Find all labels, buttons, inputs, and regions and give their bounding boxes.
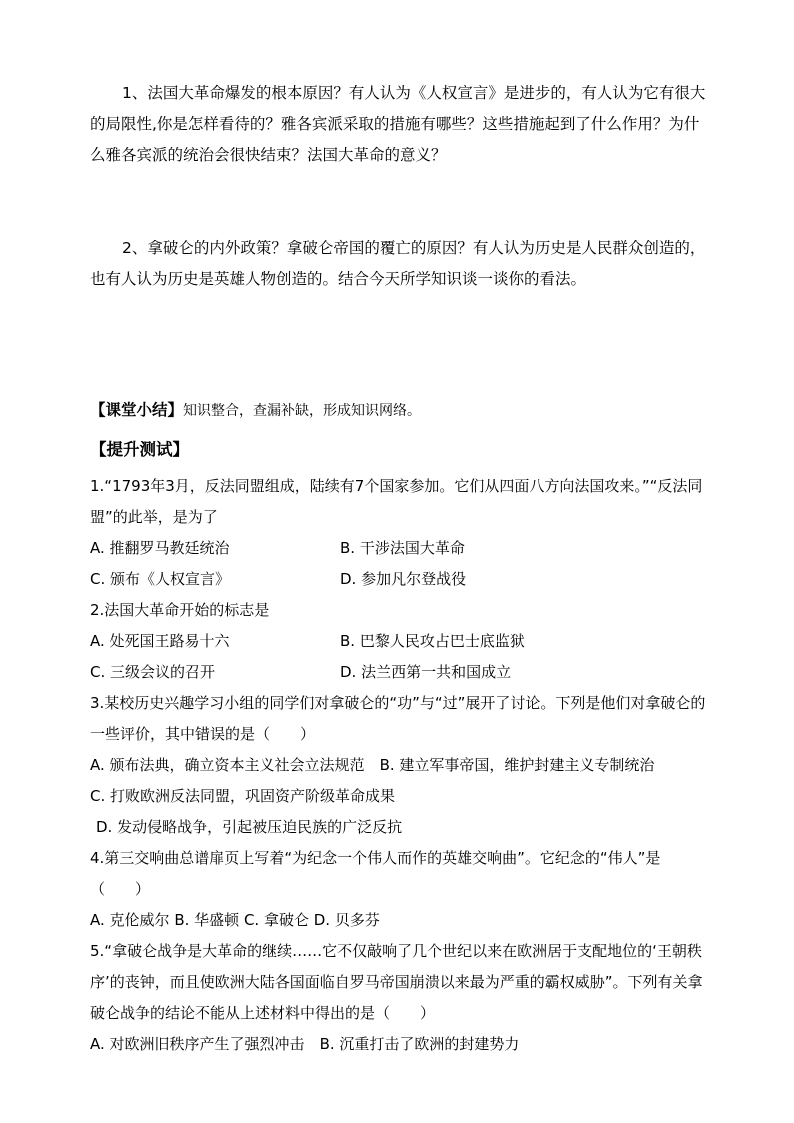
question-2-options-2 xyxy=(90,657,710,688)
question-3-options xyxy=(90,750,710,781)
question-5-stem: 5.“拿破仑战争是大革命的继续……它不仅敲响了几个世纪以来在欧洲居于支配地位的‘王朝秩序’的丧钟，而且使欧洲大陆各国面临自罗马帝国崩溃以来最为严重的霸权威胁”。下列有关拿破仑战争的结论不能从上述材料中得出的是（ ） xyxy=(90,942,703,1022)
question-3-option-d: D. 发动侵略战争，引起被压迫民族的广泛反抗 xyxy=(96,818,403,836)
question-4-stem: 4.第三交响曲总谱扉页上写着“为纪念一个伟人而作的英雄交响曲”。它纪念的“伟人”是（ ） xyxy=(90,849,661,898)
discussion-question-2: 2、拿破仑的内外政策？拿破仑帝国的覆亡的原因？有人认为历史是人民群众创造的，也有人认为历史是英雄人物创造的。结合今天所学知识谈一谈你的看法。 xyxy=(90,239,706,288)
question-2-option-c: C. 三级会议的召开 xyxy=(90,663,216,681)
summary-heading: 【课堂小结】 xyxy=(90,401,184,419)
question-1-option-c: C. 颁布《人权宣言》 xyxy=(90,570,231,588)
question-3-stem: 3.某校历史兴趣学习小组的同学们对拿破仑的“功”与“过”展开了讨论。下列是他们对拿破仑的一些评价，其中错误的是（ ） xyxy=(90,694,706,743)
question-1-options-2 xyxy=(90,564,710,595)
question-1-option-b: B. 干涉法国大革命 xyxy=(340,539,465,557)
test-questions xyxy=(90,471,710,1060)
question-4-option-d: D. 贝多芬 xyxy=(313,911,380,929)
question-4-options xyxy=(90,905,710,936)
question-1-stem: 1.“1793年3月，反法同盟组成，陆续有7个国家参加。它们从四面八方向法国攻来。”“反法同盟”的此举，是为了 xyxy=(90,477,703,526)
summary-text: 知识整合，查漏补缺，形成知识网络。 xyxy=(183,403,422,419)
question-2-options xyxy=(90,626,710,657)
question-5-option-b: B. 沉重打击了欧洲的封建势力 xyxy=(319,1035,520,1053)
question-3-option-a: A. 颁布法典，确立资本主义社会立法规范 xyxy=(90,756,365,774)
question-3-option-b: B. 建立军事帝国，维护封建主义专制统治 xyxy=(379,756,655,774)
question-5-option-a: A. 对欧洲旧秩序产生了强烈冲击 xyxy=(90,1035,305,1053)
question-2-stem: 2.法国大革命开始的标志是 xyxy=(90,601,270,619)
question-5-options xyxy=(90,1029,710,1060)
question-2-option-d: D. 法兰西第一共和国成立 xyxy=(340,663,512,681)
question-1-option-d: D. 参加凡尔登战役 xyxy=(340,570,467,588)
question-2-option-b: B. 巴黎人民攻占巴士底监狱 xyxy=(340,632,525,650)
question-2-option-a: A. 处死国王路易十六 xyxy=(90,632,230,650)
question-1-option-a: A. 推翻罗马教廷统治 xyxy=(90,539,230,557)
class-summary xyxy=(90,396,421,425)
question-3-option-c: C. 打败欧洲反法同盟，巩固资产阶级革命成果 xyxy=(90,787,396,805)
discussion-question-1: 1、法国大革命爆发的根本原因？有人认为《人权宣言》是进步的，有人认为它有很大的局限性,你是怎样看待的？雅各宾派采取的措施有哪些？这些措施起到了什么作用？为什么雅各宾派的统治会很快结束？法国大革命的意义？ xyxy=(90,84,706,164)
question-1-options xyxy=(90,533,710,564)
question-4-option-b: B. 华盛顿 xyxy=(174,911,240,929)
question-4-option-c: C. 拿破仑 xyxy=(243,911,309,929)
question-4-option-a: A. 克伦威尔 xyxy=(90,911,170,929)
test-heading: 【提升测试】 xyxy=(90,440,189,459)
